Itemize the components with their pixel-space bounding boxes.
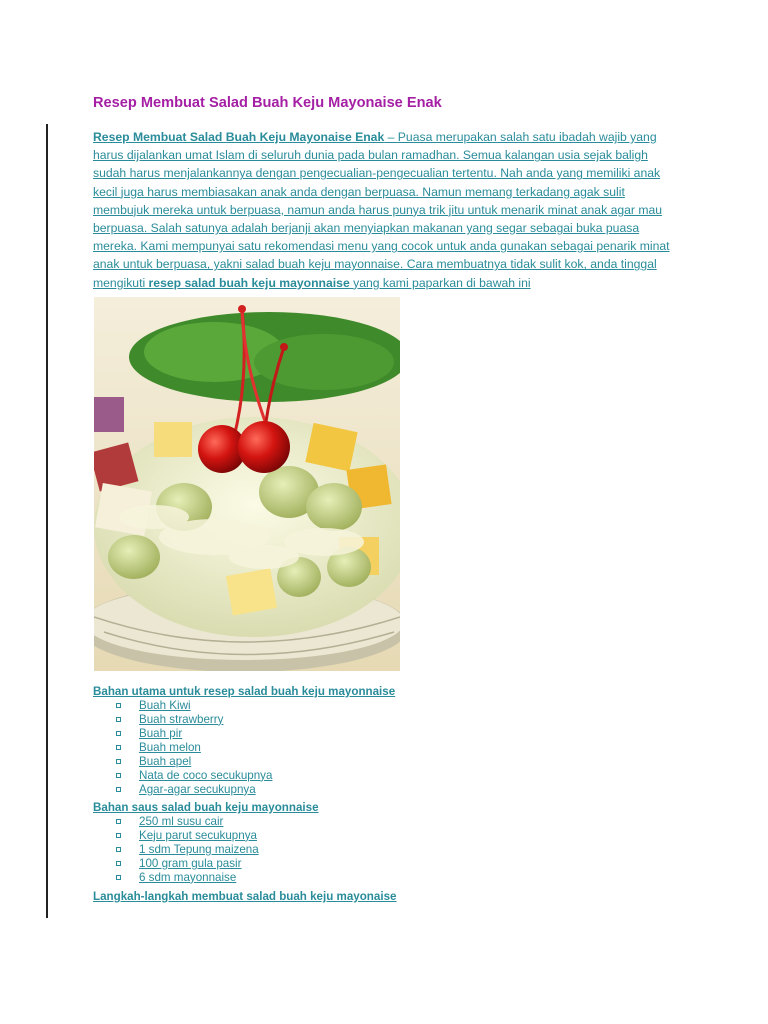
article-content [93,95,678,904]
square-bullet-icon [116,833,121,838]
list-item[interactable] [116,769,678,783]
list-item-label[interactable]: Keju parut secukupnya [139,828,257,842]
list-item-label[interactable]: Buah apel [139,754,192,768]
list-item[interactable] [116,857,678,871]
square-bullet-icon [116,819,121,824]
square-bullet-icon [116,773,121,778]
section-heading-bahan-saus[interactable]: Bahan saus salad buah keju mayonnaise [93,800,319,814]
list-bahan-utama [93,699,678,797]
square-bullet-icon [116,861,121,866]
list-item[interactable] [116,783,678,797]
intro-text-link[interactable]: Puasa merupakan salah satu ibadah wajib yang harus dijalankan umat Islam di seluruh dunia pada bulan ramadhan. Semua kalangan usia sejak baligh sudah harus menjalankannya dengan pengecualian-pengecualian tertentu. Nah anda yang memiliki anak kecil juga harus membiasakan anak anda dengan berpuasa. Namun memang terkadang agak sulit membujuk mereka untuk berpuasa, namun anda harus punya trik jitu untuk menarik minat anak agar mau berpuasa. Salah satunya adalah berjanji akan menyiapkan makanan yang segar sebagai buka puasa mereka. Kami mempunyai satu rekomendasi menu yang cocok untuk anda gunakan sebagai penarik minat anak untuk berpuasa, yakni salad buah keju mayonnaise. Cara membuatnya tidak sulit kok, anda tinggal mengikuti [93,130,670,290]
list-item[interactable] [116,741,678,755]
list-item[interactable] [116,829,678,843]
list-item[interactable] [116,755,678,769]
list-item-label[interactable]: Buah melon [139,740,201,754]
list-item[interactable] [116,871,678,885]
article-title: Resep Membuat Salad Buah Keju Mayonaise Enak [93,95,442,111]
square-bullet-icon [116,847,121,852]
section-heading-bahan-utama[interactable]: Bahan utama untuk resep salad buah keju mayonnaise [93,684,396,698]
square-bullet-icon [116,787,121,792]
section-heading-langkah[interactable]: Langkah-langkah membuat salad buah keju mayonaise [93,889,397,903]
intro-title-link[interactable]: Resep Membuat Salad Buah Keju Mayonaise Enak [93,130,385,144]
list-bahan-saus [93,815,678,885]
list-item[interactable] [116,843,678,857]
list-item-label[interactable]: Buah strawberry [139,712,224,726]
intro-bold-link[interactable]: resep salad buah keju mayonnaise [148,275,350,290]
square-bullet-icon [116,703,121,708]
list-item[interactable] [116,713,678,727]
intro-dash[interactable]: – [384,130,398,144]
list-item-label[interactable]: 100 gram gula pasir [139,856,242,870]
list-item-label[interactable]: Nata de coco secukupnya [139,768,273,782]
square-bullet-icon [116,717,121,722]
list-item[interactable] [116,727,678,741]
list-item-label[interactable]: Buah pir [139,726,183,740]
list-item[interactable] [116,815,678,829]
intro-tail-link[interactable]: yang kami paparkan di bawah ini [349,275,531,290]
fruit-salad-photo [94,297,400,671]
list-item-label[interactable]: Agar-agar secukupnya [139,782,256,796]
square-bullet-icon [116,745,121,750]
list-item[interactable] [116,699,678,713]
square-bullet-icon [116,731,121,736]
square-bullet-icon [116,759,121,764]
intro-paragraph [93,128,678,292]
list-item-label[interactable]: 250 ml susu cair [139,814,224,828]
list-item-label[interactable]: 6 sdm mayonnaise [139,870,237,884]
list-item-label[interactable]: Buah Kiwi [139,698,191,712]
square-bullet-icon [116,875,121,880]
page-margin-rule [46,124,48,918]
list-item-label[interactable]: 1 sdm Tepung maizena [139,842,259,856]
